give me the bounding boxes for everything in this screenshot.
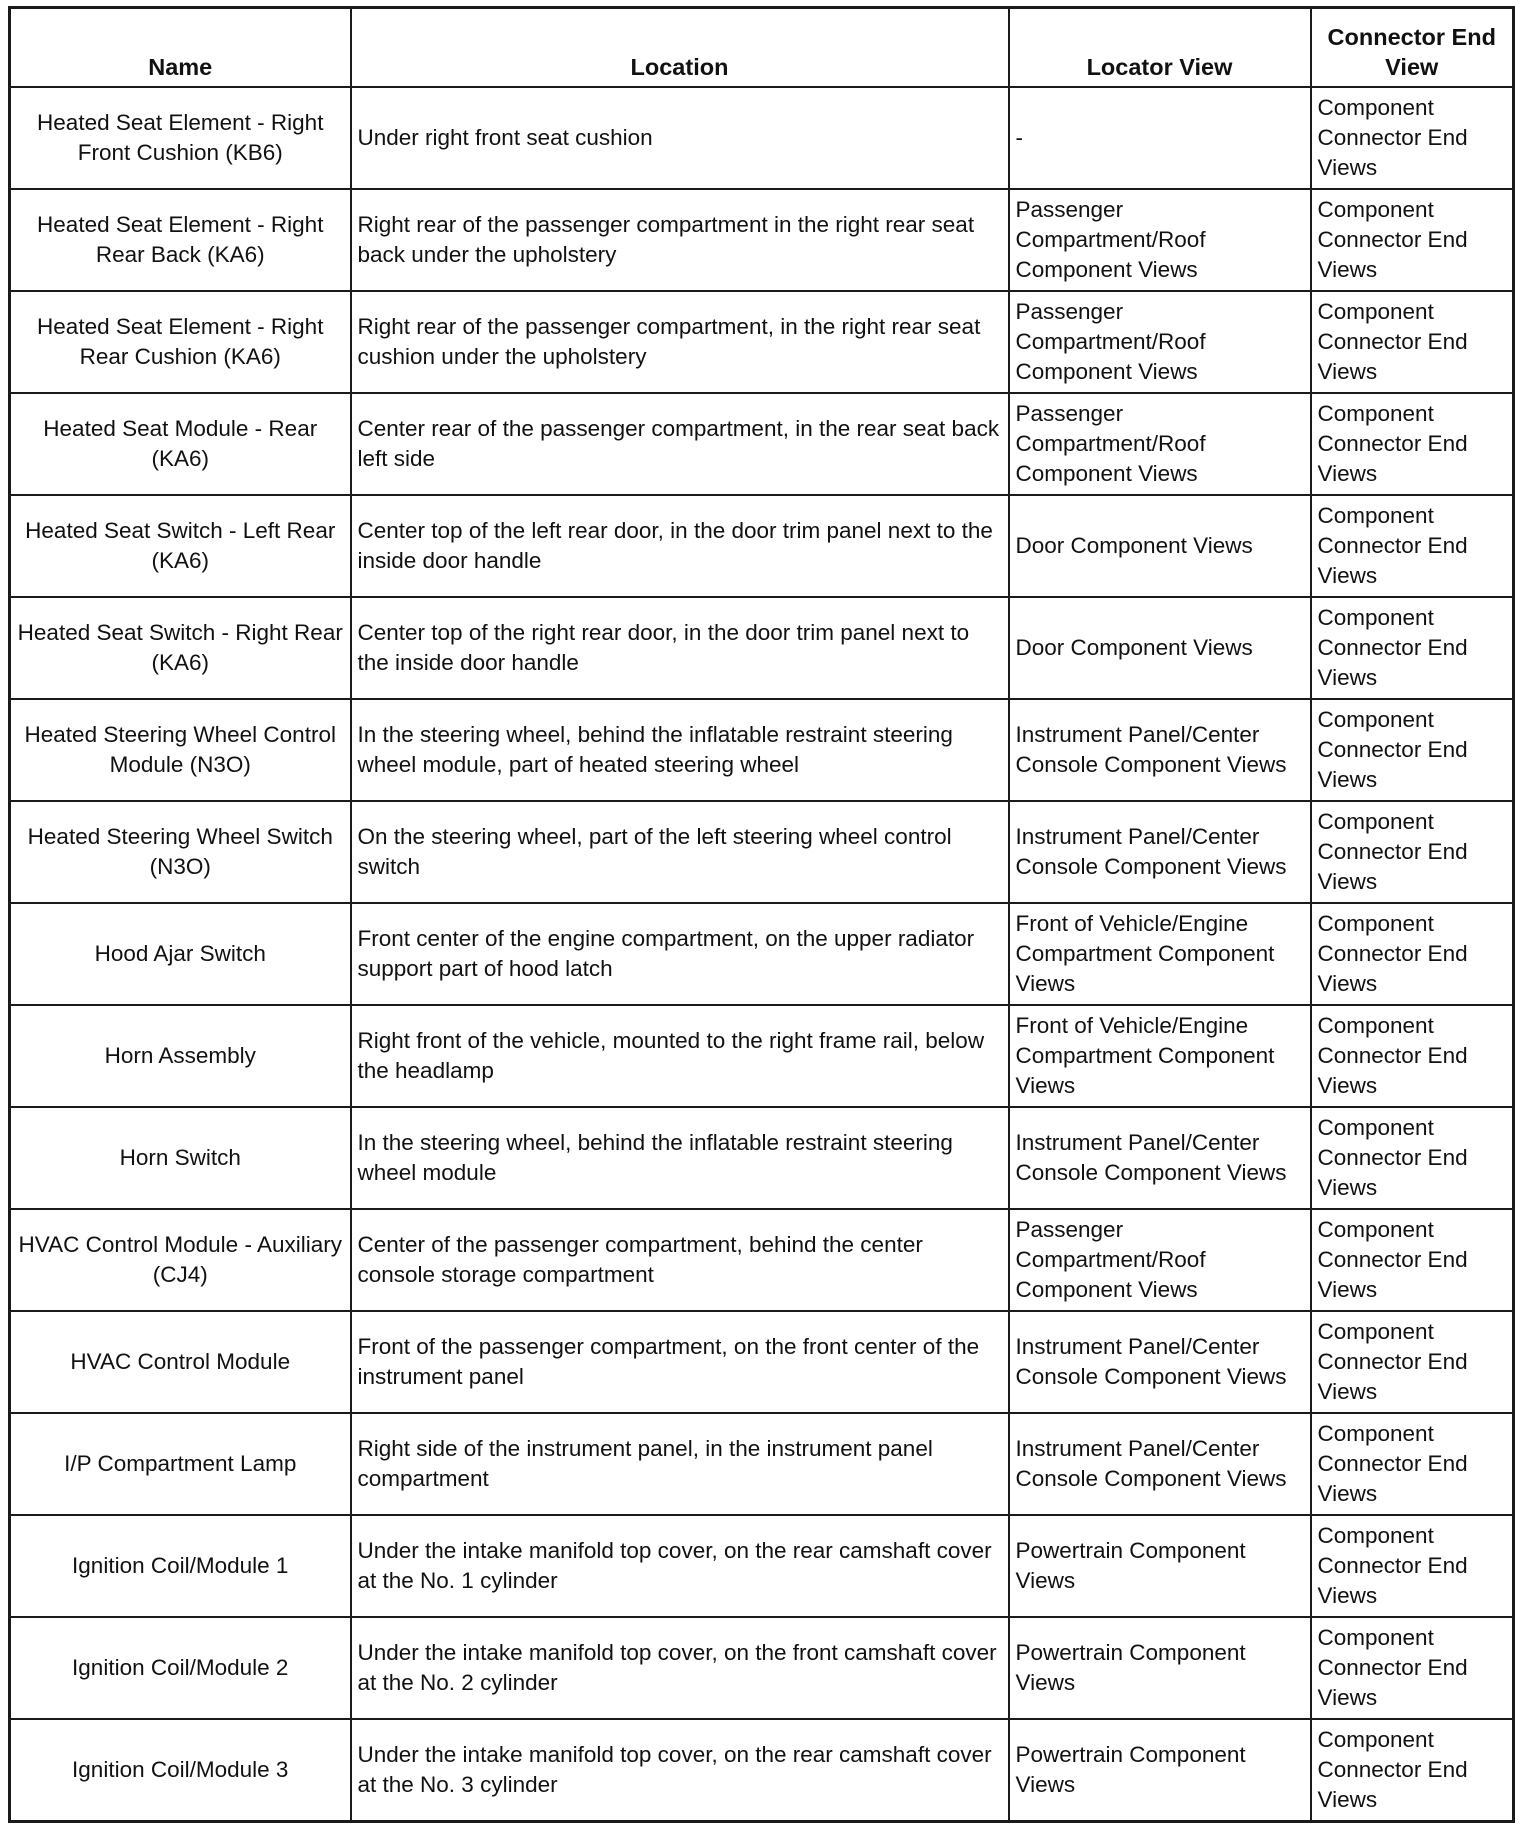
table-row [10,1515,1514,1617]
cell-location: Center of the passenger compartment, behind the center console storage compartment [351,1209,1009,1311]
cell-locator-view: Powertrain Component Views [1009,1719,1311,1822]
cell-location: Right rear of the passenger compartment, in the right rear seat cushion under the upholstery [351,291,1009,393]
cell-locator-view: Passenger Compartment/Roof Component Views [1009,291,1311,393]
cell-name: Heated Seat Switch - Left Rear (KA6) [10,495,351,597]
cell-locator-view: Powertrain Component Views [1009,1515,1311,1617]
cell-name: Heated Steering Wheel Switch (N3O) [10,801,351,903]
cell-connector-end-view: Component Connector End Views [1311,1515,1514,1617]
table-row [10,189,1514,291]
cell-name: Hood Ajar Switch [10,903,351,1005]
cell-name: HVAC Control Module - Auxiliary (CJ4) [10,1209,351,1311]
cell-location: Right side of the instrument panel, in the instrument panel compartment [351,1413,1009,1515]
header-row [10,8,1514,88]
table-row [10,393,1514,495]
cell-location: Under the intake manifold top cover, on the rear camshaft cover at the No. 1 cylinder [351,1515,1009,1617]
table-row [10,1719,1514,1822]
table-row [10,495,1514,597]
cell-location: In the steering wheel, behind the inflatable restraint steering wheel module [351,1107,1009,1209]
cell-locator-view: Door Component Views [1009,597,1311,699]
header-location: Location [351,8,1009,88]
cell-connector-end-view: Component Connector End Views [1311,495,1514,597]
cell-locator-view: - [1009,87,1311,189]
header-locator-view: Locator View [1009,8,1311,88]
cell-location: Under the intake manifold top cover, on the front camshaft cover at the No. 2 cylinder [351,1617,1009,1719]
cell-location: Center rear of the passenger compartment, in the rear seat back left side [351,393,1009,495]
cell-locator-view: Passenger Compartment/Roof Component Views [1009,189,1311,291]
table-row [10,1311,1514,1413]
cell-name: Heated Seat Switch - Right Rear (KA6) [10,597,351,699]
cell-name: HVAC Control Module [10,1311,351,1413]
cell-location: Under the intake manifold top cover, on the rear camshaft cover at the No. 3 cylinder [351,1719,1009,1822]
cell-location: Right front of the vehicle, mounted to the right frame rail, below the headlamp [351,1005,1009,1107]
cell-locator-view: Passenger Compartment/Roof Component Views [1009,393,1311,495]
cell-connector-end-view: Component Connector End Views [1311,1311,1514,1413]
cell-connector-end-view: Component Connector End Views [1311,1005,1514,1107]
cell-name: Ignition Coil/Module 1 [10,1515,351,1617]
cell-connector-end-view: Component Connector End Views [1311,291,1514,393]
cell-location: On the steering wheel, part of the left steering wheel control switch [351,801,1009,903]
component-locator-table [8,6,1515,1823]
cell-connector-end-view: Component Connector End Views [1311,87,1514,189]
cell-name: Heated Seat Element - Right Rear Back (KA6) [10,189,351,291]
table-row [10,1413,1514,1515]
cell-locator-view: Instrument Panel/Center Console Component Views [1009,1413,1311,1515]
cell-connector-end-view: Component Connector End Views [1311,189,1514,291]
table-row [10,1209,1514,1311]
cell-connector-end-view: Component Connector End Views [1311,1719,1514,1822]
cell-location: Right rear of the passenger compartment in the right rear seat back under the upholstery [351,189,1009,291]
cell-connector-end-view: Component Connector End Views [1311,1209,1514,1311]
cell-locator-view: Door Component Views [1009,495,1311,597]
cell-name: I/P Compartment Lamp [10,1413,351,1515]
cell-connector-end-view: Component Connector End Views [1311,801,1514,903]
cell-location: Under right front seat cushion [351,87,1009,189]
cell-connector-end-view: Component Connector End Views [1311,393,1514,495]
cell-locator-view: Instrument Panel/Center Console Component Views [1009,801,1311,903]
cell-connector-end-view: Component Connector End Views [1311,699,1514,801]
cell-locator-view: Front of Vehicle/Engine Compartment Component Views [1009,1005,1311,1107]
header-name: Name [10,8,351,88]
table-row [10,597,1514,699]
cell-name: Heated Seat Element - Right Front Cushion (KB6) [10,87,351,189]
cell-locator-view: Passenger Compartment/Roof Component Views [1009,1209,1311,1311]
cell-location: Center top of the left rear door, in the door trim panel next to the inside door handle [351,495,1009,597]
cell-location: Front center of the engine compartment, on the upper radiator support part of hood latch [351,903,1009,1005]
table-row [10,1107,1514,1209]
cell-location: Center top of the right rear door, in the door trim panel next to the inside door handle [351,597,1009,699]
cell-name: Heated Steering Wheel Control Module (N3O) [10,699,351,801]
cell-name: Heated Seat Element - Right Rear Cushion (KA6) [10,291,351,393]
table-row [10,1617,1514,1719]
cell-name: Ignition Coil/Module 3 [10,1719,351,1822]
header-connector-end-view: Connector End View [1311,8,1514,88]
table-row [10,87,1514,189]
cell-connector-end-view: Component Connector End Views [1311,1107,1514,1209]
cell-locator-view: Powertrain Component Views [1009,1617,1311,1719]
cell-connector-end-view: Component Connector End Views [1311,903,1514,1005]
table-row [10,801,1514,903]
cell-name: Ignition Coil/Module 2 [10,1617,351,1719]
cell-name: Heated Seat Module - Rear (KA6) [10,393,351,495]
table-row [10,903,1514,1005]
cell-locator-view: Instrument Panel/Center Console Component Views [1009,1107,1311,1209]
cell-location: Front of the passenger compartment, on the front center of the instrument panel [351,1311,1009,1413]
cell-name: Horn Assembly [10,1005,351,1107]
cell-connector-end-view: Component Connector End Views [1311,597,1514,699]
cell-location: In the steering wheel, behind the inflatable restraint steering wheel module, part of heated steering wheel [351,699,1009,801]
cell-connector-end-view: Component Connector End Views [1311,1413,1514,1515]
table-row [10,699,1514,801]
cell-locator-view: Instrument Panel/Center Console Component Views [1009,1311,1311,1413]
table-row [10,1005,1514,1107]
table-row [10,291,1514,393]
cell-locator-view: Front of Vehicle/Engine Compartment Component Views [1009,903,1311,1005]
cell-connector-end-view: Component Connector End Views [1311,1617,1514,1719]
cell-locator-view: Instrument Panel/Center Console Component Views [1009,699,1311,801]
cell-name: Horn Switch [10,1107,351,1209]
